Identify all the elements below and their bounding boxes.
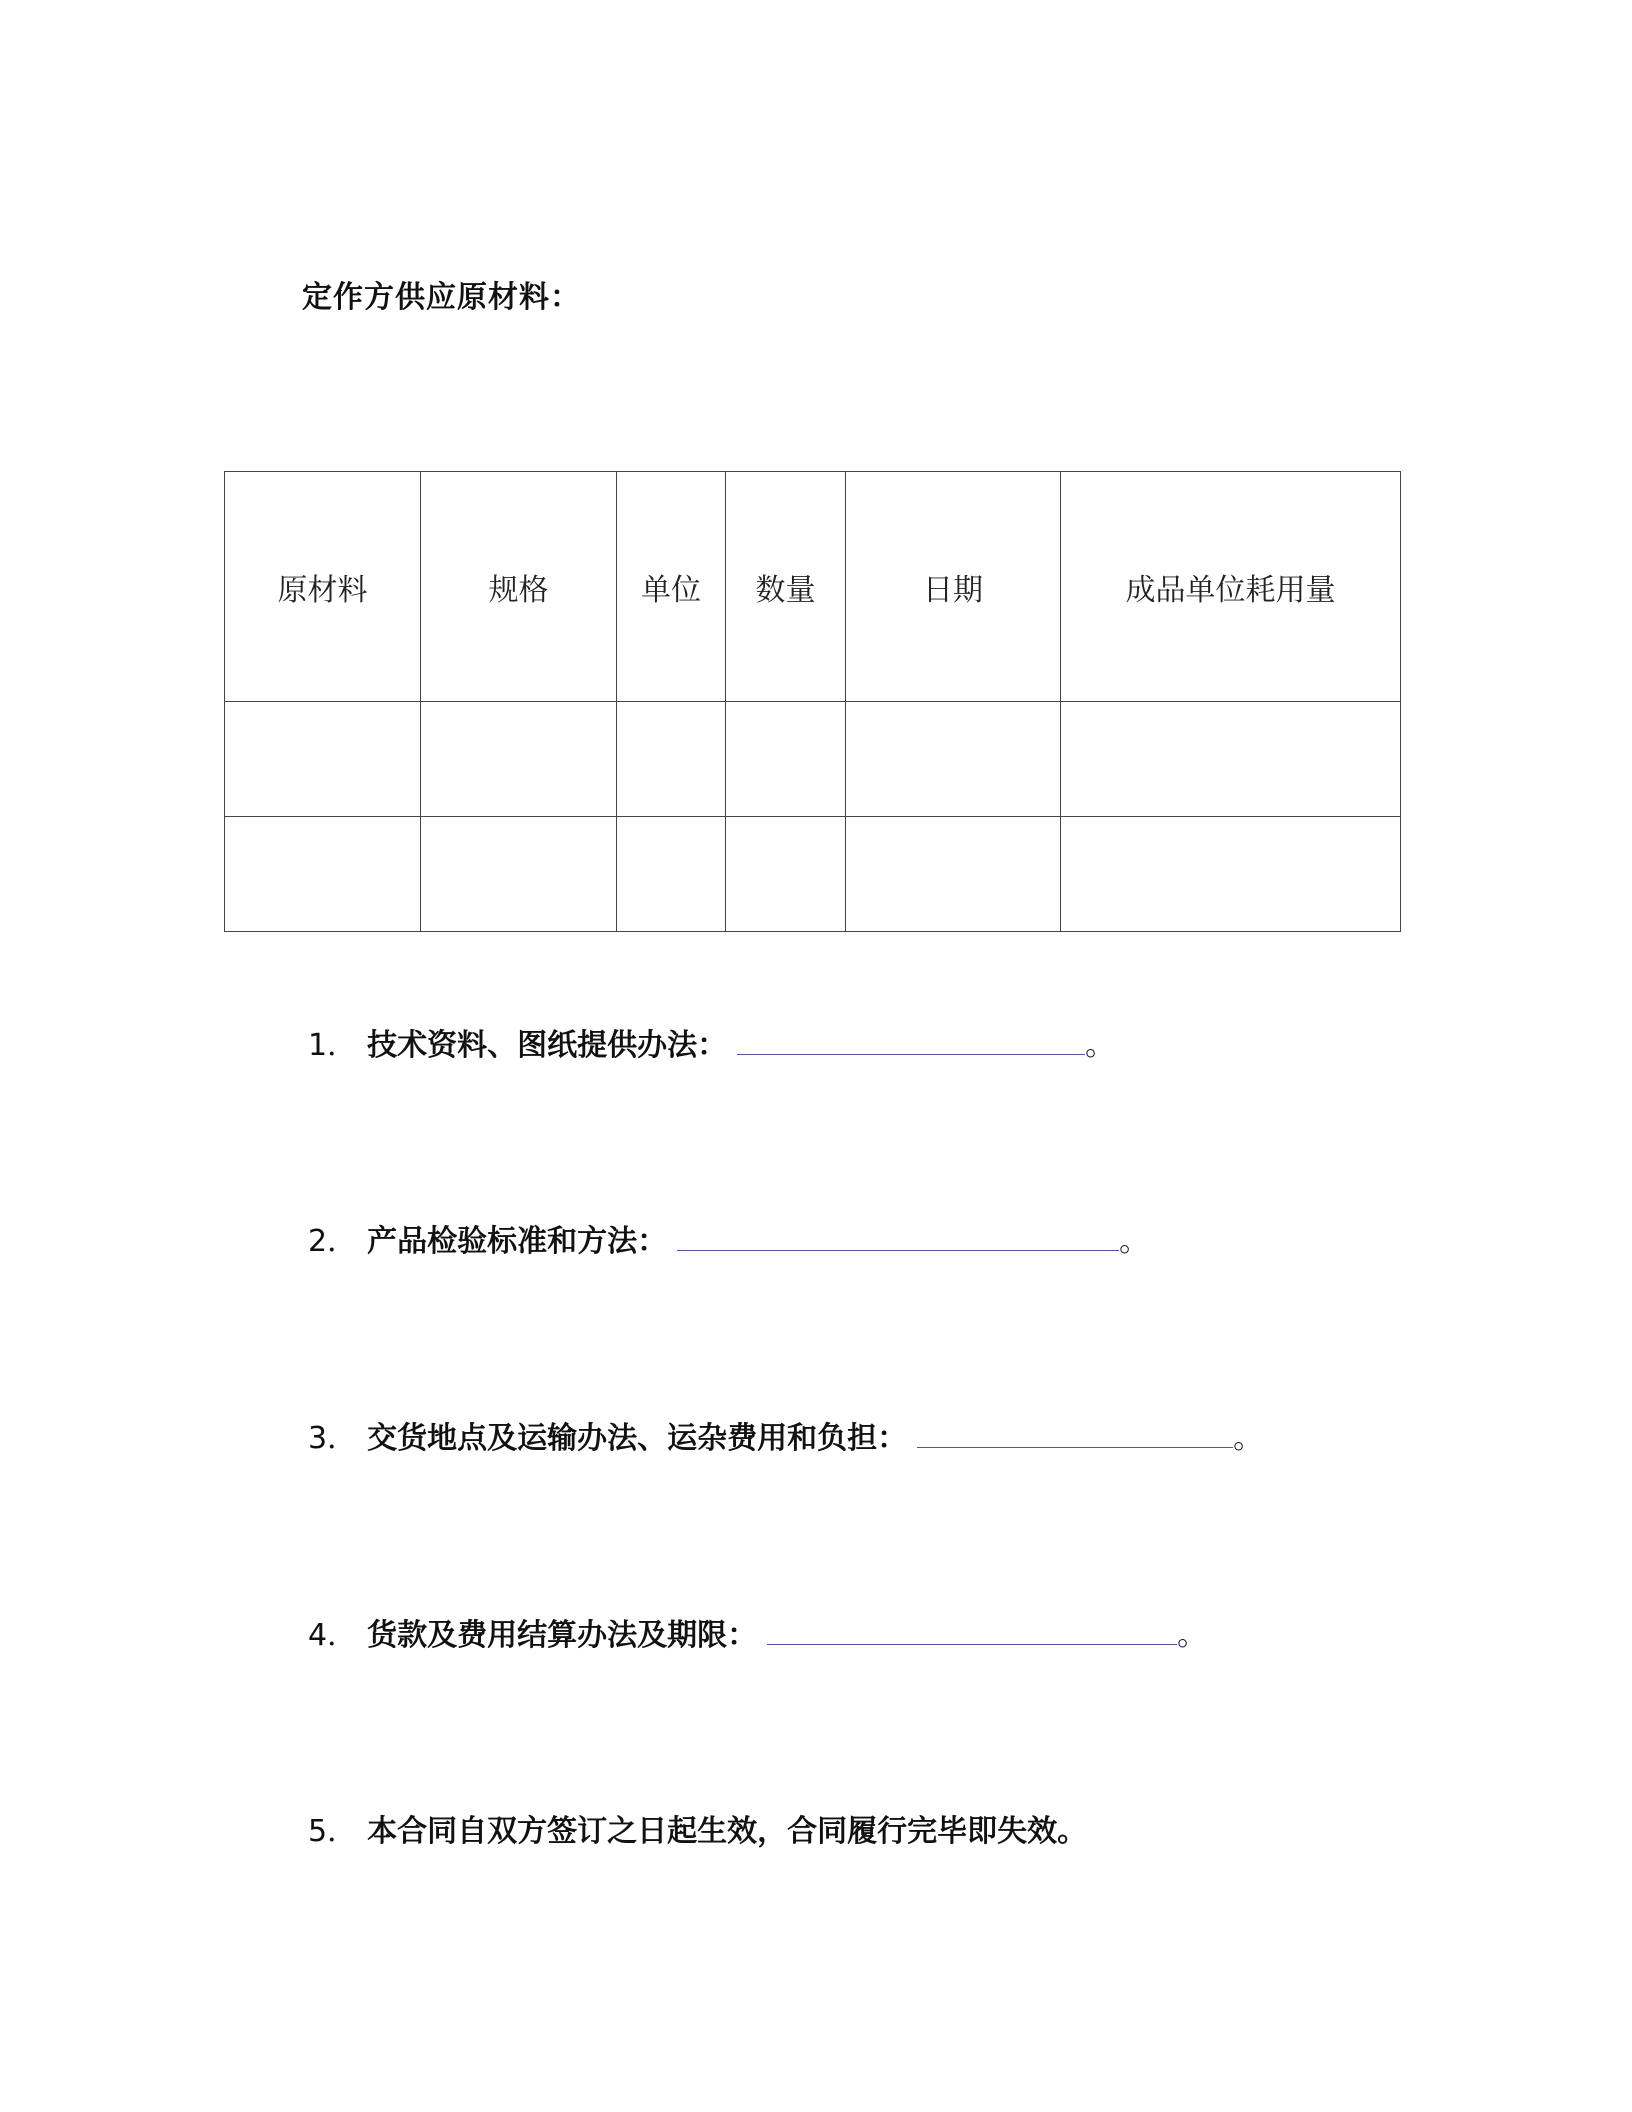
- table-cell[interactable]: [617, 817, 726, 932]
- table-cell[interactable]: [617, 702, 726, 817]
- clause-number: 2．: [308, 1224, 358, 1259]
- header-unit-consumption: 成品单位耗用量: [1061, 472, 1401, 702]
- header-unit: 单位: [617, 472, 726, 702]
- clause-number: 4．: [308, 1618, 358, 1653]
- clause-3: [308, 1413, 1263, 1457]
- clause-text: 本合同自双方签订之日起生效，合同履行完毕即失效。: [367, 1814, 1088, 1849]
- table-cell[interactable]: [421, 817, 617, 932]
- header-raw-material: 原材料: [225, 472, 421, 702]
- clause-text: 技术资料、图纸提供办法：: [367, 1028, 728, 1063]
- fill-blank-technical-docs[interactable]: [737, 1034, 1085, 1055]
- table-cell[interactable]: [726, 702, 846, 817]
- header-date: 日期: [846, 472, 1061, 702]
- clause-text: 货款及费用结算办法及期限：: [367, 1618, 758, 1653]
- raw-materials-table: [224, 471, 1401, 932]
- table-cell[interactable]: [1061, 702, 1401, 817]
- fill-blank-delivery-transport[interactable]: [917, 1427, 1233, 1448]
- clause-number: 1．: [308, 1028, 358, 1063]
- clause-end: 。: [1085, 1028, 1116, 1063]
- fill-blank-payment-settlement[interactable]: [767, 1624, 1177, 1645]
- clause-text: 交货地点及运输办法、运杂费用和负担：: [367, 1421, 908, 1456]
- clause-number: 3．: [308, 1421, 358, 1456]
- clause-text: 产品检验标准和方法：: [367, 1224, 668, 1259]
- header-quantity: 数量: [726, 472, 846, 702]
- table-row: [225, 817, 1401, 932]
- fill-blank-inspection-standard[interactable]: [677, 1230, 1119, 1251]
- clause-number: 5．: [308, 1814, 358, 1849]
- table-cell[interactable]: [1061, 817, 1401, 932]
- header-specification: 规格: [421, 472, 617, 702]
- table-cell[interactable]: [726, 817, 846, 932]
- table-cell[interactable]: [421, 702, 617, 817]
- clause-2: [308, 1216, 1149, 1260]
- clause-4: [308, 1610, 1207, 1654]
- table-cell[interactable]: [225, 702, 421, 817]
- clause-1: [308, 1020, 1115, 1064]
- table-cell[interactable]: [846, 702, 1061, 817]
- section-heading: 定作方供应原材料：: [302, 280, 581, 315]
- table-header-row: [225, 472, 1401, 702]
- table-cell[interactable]: [225, 817, 421, 932]
- table-cell[interactable]: [846, 817, 1061, 932]
- table-row: [225, 702, 1401, 817]
- clause-end: 。: [1233, 1421, 1264, 1456]
- clause-end: 。: [1177, 1618, 1208, 1653]
- clause-5: [308, 1806, 1087, 1850]
- clause-end: 。: [1119, 1224, 1150, 1259]
